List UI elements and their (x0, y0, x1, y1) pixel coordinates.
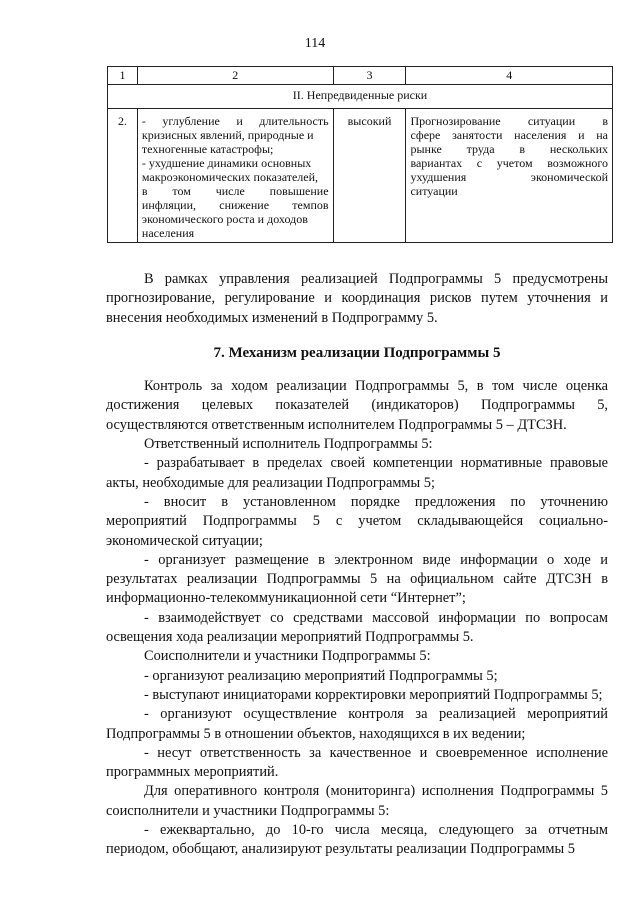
paragraph: Контроль за ходом реализации Подпрограммы 5, в том числе оценка достижения целевых показателей (индикаторов) Подпрограммы 5, осуществляются ответственным исполнителем Подпрограммы 5 – ДТСЗН. (106, 378, 608, 433)
table-header-cell: 1 (108, 67, 138, 85)
risk-line: инфляции, снижение темпов (141, 198, 329, 212)
measure-line: рынке труда в нескольких (410, 142, 608, 156)
paragraph: - несут ответственность за качественное и своевременное исполнение программных мероприятий. (106, 744, 608, 781)
table-row (108, 109, 613, 243)
paragraph: - вносит в установленном порядке предложения по уточнению мероприятий Подпрограммы 5 с учетом складывающейся социально-экономической ситуации; (106, 493, 608, 549)
table-section-row (108, 85, 613, 109)
section-title: 7. Механизм реализации Подпрограммы 5 (213, 344, 501, 361)
risk-line: населения (141, 226, 195, 240)
table-header-cell: 2 (137, 67, 333, 85)
risk-description (137, 109, 333, 243)
risk-line: в том числе повышение (141, 184, 329, 198)
measure-line: Прогнозирование ситуации в (410, 114, 608, 128)
paragraph: Для оперативного контроля (мониторинга) исполнения Подпрограммы 5 соисполнители и участники Подпрограммы 5: (106, 783, 608, 819)
table-section-title: II. Непредвиденные риски (108, 85, 613, 109)
table-header-cell: 3 (333, 67, 406, 85)
paragraph: - организуют осуществление контроля за реализацией мероприятий Подпрограммы 5 в отношении объектов, находящихся в их ведении; (106, 706, 608, 742)
paragraph: - ежеквартально, до 10-го числа месяца, следующего за отчетным периодом, обобщают, анализируют результаты реализации Подпрограммы 5 (106, 822, 608, 858)
measure-line: ситуации (410, 184, 458, 198)
table-header-cell: 4 (406, 67, 613, 85)
paragraph: - организуют реализацию мероприятий Подпрограммы 5; (144, 667, 498, 684)
risk-line: макроэкономических показателей, (141, 170, 319, 184)
risk-line: кризисных явлений, природные и (141, 128, 314, 142)
paragraph: - взаимодействует со средствами массовой информации по вопросам освещения хода реализации мероприятий Подпрограммы 5. (106, 609, 608, 646)
risk-level: высокий (333, 109, 406, 243)
page-number: 114 (304, 36, 326, 51)
paragraph: - разрабатывает в пределах своей компетенции нормативные правовые акты, необходимые для реализации Подпрограммы 5; (106, 455, 608, 491)
risk-line: техногенные катастрофы; (141, 142, 274, 156)
risk-line: экономического роста и доходов (141, 212, 308, 226)
risk-table (107, 66, 613, 243)
risk-measures (406, 109, 613, 243)
measure-line: вариантах с учетом возможного (410, 156, 608, 170)
measure-line: сфере занятости населения и на (410, 128, 608, 142)
risk-line: - углубление и длительность (141, 114, 329, 128)
paragraph: - выступают инициаторами корректировки мероприятий Подпрограммы 5; (144, 686, 603, 703)
row-number: 2. (108, 109, 138, 243)
document-body (106, 270, 608, 860)
risk-line: - ухудшение динамики основных (141, 156, 312, 170)
paragraph: - организует размещение в электронном виде информации о ходе и результатах реализации Подпрограммы 5 на официальном сайте ДТСЗН в информационно-телекоммуникационной сети “Интернет”; (106, 551, 608, 607)
paragraph: Соисполнители и участники Подпрограммы 5: (144, 648, 431, 665)
measure-line: ухудшения экономической (410, 170, 608, 184)
table-header-row (108, 67, 613, 85)
paragraph: Ответственный исполнитель Подпрограммы 5: (144, 436, 433, 453)
intro-paragraph: В рамках управления реализацией Подпрограммы 5 предусмотрены прогнозирование, регулирование и координация рисков путем уточнения и внесения необходимых изменений в Подпрограмму 5. (106, 271, 608, 326)
